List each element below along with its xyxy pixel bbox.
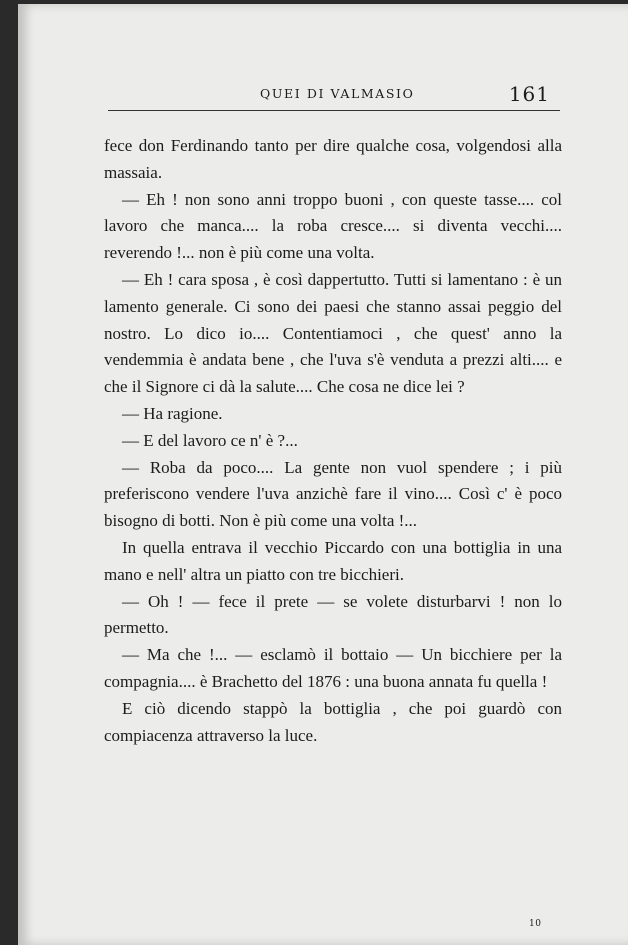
paragraph: — Roba da poco.... La gente non vuol spendere ; i più preferiscono vendere l'uva anzichè fare il vino.... Così c' è poco bisogno di botti. Non è più come una volta !... — [104, 457, 562, 531]
paragraph: — Ma che !... — esclamò il bottaio — Un bicchiere per la compagnia.... è Brachetto del 1876 : una buona annata fu quella ! — [104, 645, 562, 691]
book-page — [18, 4, 628, 945]
body-text — [104, 133, 562, 749]
running-title: QUEI DI VALMASIO — [260, 86, 415, 101]
paragraph: — Oh ! — fece il prete — se volete disturbarvi ! non lo permetto. — [104, 591, 562, 638]
signature-mark: 10 — [529, 919, 542, 929]
paragraph: — E del lavoro ce n' è ?... — [122, 430, 298, 450]
paragraph: — Ha ragione. — [122, 403, 223, 423]
paragraph: fece don Ferdinando tanto per dire qualche cosa, volgendosi alla massaia. — [104, 136, 562, 182]
page-header — [108, 82, 560, 110]
page-number: 161 — [508, 82, 550, 106]
paragraph: — Eh ! non sono anni troppo buoni , con queste tasse.... col lavoro che manca.... la roba cresce.... si diventa vecchi.... reverendo !... non è più come una volta. — [104, 189, 562, 263]
header-rule — [108, 110, 560, 111]
paragraph: In quella entrava il vecchio Piccardo con una bottiglia in una mano e nell' altra un piatto con tre bicchieri. — [104, 537, 562, 584]
paragraph: — Eh ! cara sposa , è così dappertutto. Tutti si lamentano : è un lamento generale. Ci sono dei paesi che stanno assai peggio del nostro. Lo dico io.... Contentiamoci , che quest' anno la vendemmia è andata bene , che l'uva s'è venduta a prezzi alti.... e che il Signore ci dà la salute.... Che cosa ne dice lei ? — [104, 269, 562, 397]
paragraph: E ciò dicendo stappò la bottiglia , che poi guardò con compiacenza attraverso la luce. — [104, 698, 562, 745]
